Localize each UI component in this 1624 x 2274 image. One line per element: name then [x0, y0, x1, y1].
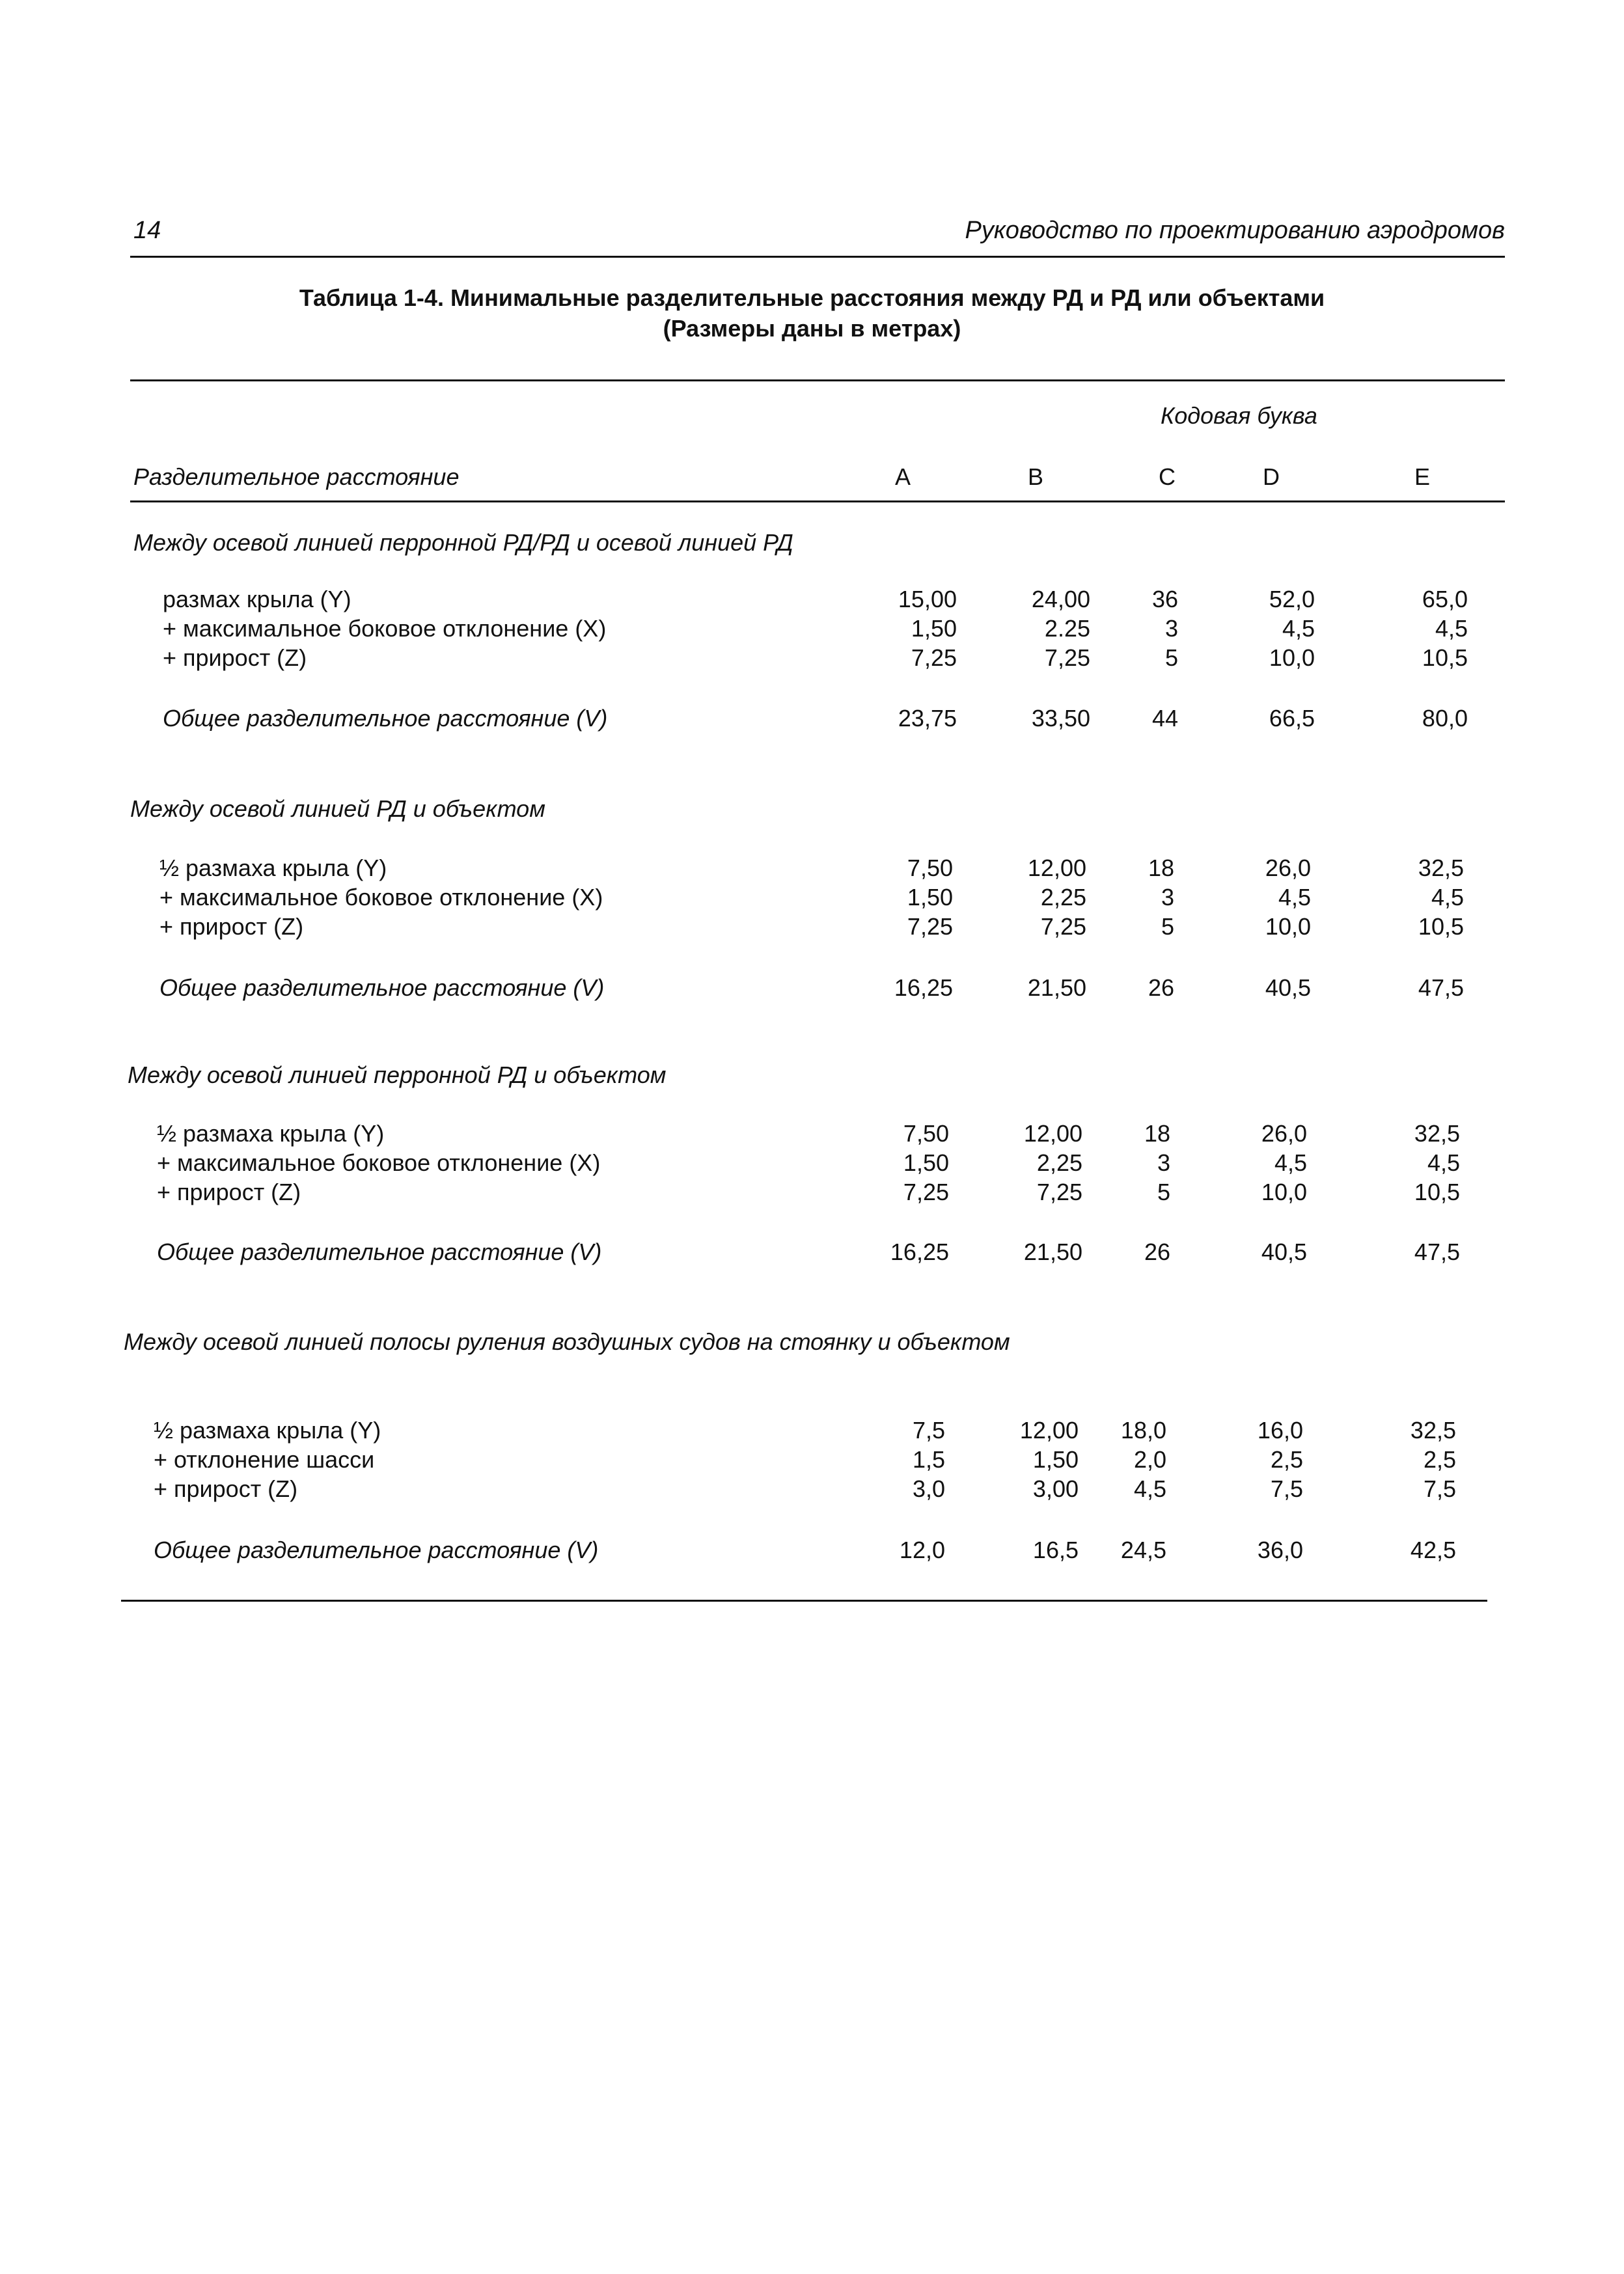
table-cell: 36 [1151, 586, 1178, 612]
table-cell: 12,00 [1019, 1417, 1079, 1444]
table-cell: 3 [1164, 615, 1178, 642]
table-cell: 2,25 [1036, 1149, 1082, 1176]
row-label: + максимальное боковое отклонение (X) [163, 615, 607, 642]
table-cell: 18 [1144, 1120, 1170, 1147]
total-label: Общее разделительное расстояние (V) [163, 705, 608, 732]
running-title: Руководство по проектированию аэродромов [965, 217, 1505, 244]
table-cell: 5 [1157, 1179, 1170, 1205]
table-caption: Таблица 1-4. Минимальные разделительные расстояния между РД и РД или объектами [299, 284, 1325, 311]
total-cell: 47,5 [1414, 1239, 1460, 1265]
total-cell: 33,50 [1031, 705, 1090, 732]
table-cell: 3 [1157, 1149, 1170, 1176]
table-cell: 7,25 [1040, 913, 1086, 940]
total-cell: 16,25 [894, 974, 953, 1001]
row-label: + прирост (Z) [163, 644, 307, 671]
total-cell: 21,50 [1023, 1239, 1082, 1265]
table-cell: 10,0 [1265, 913, 1311, 940]
column-heading-e: E [1414, 463, 1430, 490]
total-cell: 21,50 [1027, 974, 1086, 1001]
row-label: размах крыла (Y) [163, 586, 351, 612]
table-cell: 18,0 [1120, 1417, 1166, 1444]
table-cell: 1,50 [1032, 1446, 1079, 1473]
total-label: Общее разделительное расстояние (V) [159, 974, 605, 1001]
total-cell: 12,0 [899, 1537, 945, 1563]
table-caption-units: (Размеры даны в метрах) [663, 315, 961, 342]
row-label: ½ размаха крыла (Y) [157, 1120, 385, 1147]
total-cell: 26 [1148, 974, 1174, 1001]
total-cell: 44 [1151, 705, 1178, 732]
table-cell: 26,0 [1265, 855, 1311, 881]
total-cell: 80,0 [1422, 705, 1468, 732]
table-cell: 10,0 [1261, 1179, 1307, 1205]
total-cell: 23,75 [898, 705, 957, 732]
table-cell: 7,25 [1036, 1179, 1082, 1205]
table-cell: 7,25 [907, 913, 953, 940]
table-cell: 26,0 [1261, 1120, 1307, 1147]
table-cell: 3 [1161, 884, 1174, 911]
section-title: Между осевой линией РД и объектом [130, 795, 545, 822]
table-cell: 5 [1164, 644, 1178, 671]
table-cell: 7,25 [1044, 644, 1090, 671]
table-cell: 5 [1161, 913, 1174, 940]
table-cell: 2,5 [1270, 1446, 1303, 1473]
total-label: Общее разделительное расстояние (V) [157, 1239, 602, 1265]
table-cell: 32,5 [1410, 1417, 1456, 1444]
table-cell: 65,0 [1422, 586, 1468, 612]
total-cell: 16,25 [890, 1239, 949, 1265]
total-cell: 26 [1144, 1239, 1170, 1265]
row-label: ½ размаха крыла (Y) [154, 1417, 381, 1444]
table-cell: 4,5 [1282, 615, 1315, 642]
stub-heading: Разделительное расстояние [133, 463, 460, 490]
table-cell: 7,5 [1270, 1475, 1303, 1502]
section-title: Между осевой линией перронной РД и объектом [128, 1062, 667, 1088]
total-cell: 40,5 [1265, 974, 1311, 1001]
table-cell: 7,5 [1423, 1475, 1456, 1502]
table-cell: 2,25 [1040, 884, 1086, 911]
row-label: + отклонение шасси [154, 1446, 375, 1473]
total-cell: 66,5 [1269, 705, 1315, 732]
table-cell: 1,50 [911, 615, 957, 642]
section-title: Между осевой линией перронной РД/РД и осевой линией РД [133, 529, 793, 556]
table-cell: 7,5 [912, 1417, 945, 1444]
table-cell: 12,00 [1027, 855, 1086, 881]
table-cell: 1,50 [903, 1149, 949, 1176]
table-cell: 24,00 [1031, 586, 1090, 612]
table-top-rule [130, 379, 1505, 381]
total-cell: 40,5 [1261, 1239, 1307, 1265]
table-cell: 4,5 [1133, 1475, 1166, 1502]
table-cell: 12,00 [1023, 1120, 1082, 1147]
table-cell: 3,00 [1032, 1475, 1079, 1502]
table-cell: 4,5 [1431, 884, 1464, 911]
row-label: + прирост (Z) [157, 1179, 301, 1205]
section-title: Между осевой линией полосы руления воздушных судов на стоянку и объектом [124, 1328, 1010, 1355]
column-heading-c: C [1159, 463, 1176, 490]
table-cell: 7,50 [907, 855, 953, 881]
table-cell: 4,5 [1278, 884, 1311, 911]
total-label: Общее разделительное расстояние (V) [154, 1537, 599, 1563]
row-label: ½ размаха крыла (Y) [159, 855, 387, 881]
column-heading-d: D [1263, 463, 1280, 490]
table-cell: 1,5 [912, 1446, 945, 1473]
row-label: + максимальное боковое отклонение (X) [157, 1149, 601, 1176]
table-cell: 10,5 [1414, 1179, 1460, 1205]
table-cell: 2,5 [1423, 1446, 1456, 1473]
row-label: + прирост (Z) [154, 1475, 298, 1502]
table-cell: 10,0 [1269, 644, 1315, 671]
table-cell: 4,5 [1427, 1149, 1460, 1176]
table-cell: 2.25 [1044, 615, 1090, 642]
total-cell: 16,5 [1032, 1537, 1079, 1563]
page-number: 14 [133, 217, 161, 244]
column-heading-a: A [894, 463, 911, 490]
table-cell: 7,50 [903, 1120, 949, 1147]
row-label: + прирост (Z) [159, 913, 304, 940]
table-cell: 32,5 [1418, 855, 1464, 881]
table-cell: 16,0 [1257, 1417, 1303, 1444]
total-cell: 42,5 [1410, 1537, 1456, 1563]
table-bottom-rule [121, 1600, 1487, 1602]
table-cell: 2,0 [1133, 1446, 1166, 1473]
total-cell: 36,0 [1257, 1537, 1303, 1563]
table-cell: 18 [1148, 855, 1174, 881]
table-cell: 10,5 [1422, 644, 1468, 671]
row-label: + максимальное боковое отклонение (X) [159, 884, 603, 911]
table-cell: 52,0 [1269, 586, 1315, 612]
table-cell: 3,0 [912, 1475, 945, 1502]
table-cell: 7,25 [903, 1179, 949, 1205]
table-cell: 7,25 [911, 644, 957, 671]
table-cell: 10,5 [1418, 913, 1464, 940]
column-heading-b: B [1027, 463, 1043, 490]
table-header-rule [130, 500, 1505, 502]
table-cell: 32,5 [1414, 1120, 1460, 1147]
total-cell: 47,5 [1418, 974, 1464, 1001]
total-cell: 24,5 [1120, 1537, 1166, 1563]
header-divider [130, 256, 1505, 258]
code-letter-heading: Кодовая буква [1161, 402, 1317, 429]
table-cell: 1,50 [907, 884, 953, 911]
table-cell: 4,5 [1274, 1149, 1307, 1176]
table-cell: 15,00 [898, 586, 957, 612]
table-cell: 4,5 [1435, 615, 1468, 642]
